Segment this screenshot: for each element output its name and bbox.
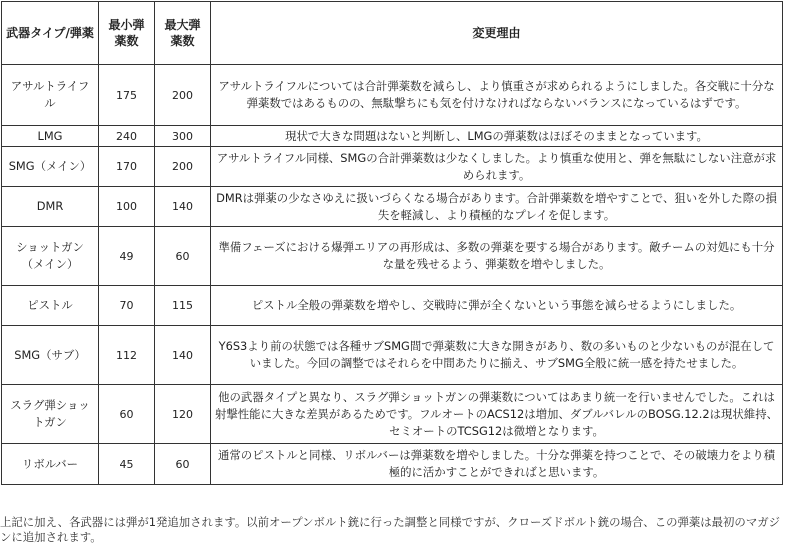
header-weapon-type: 武器タイプ/弾薬 <box>2 2 99 65</box>
table-row <box>2 147 783 187</box>
reason-cell: DMRは弾薬の少なさゆえに扱いづらくなる場合があります。合計弾薬数を増やすことで、狙いを外した際の損失を軽減し、より積極的なプレイを促します。 <box>211 187 783 227</box>
max-ammo-cell: 120 <box>155 385 211 444</box>
table-header-row <box>2 2 783 65</box>
reason-cell: 通常のピストルと同様、リボルバーは弾薬数を増やしました。十分な弾薬を持つことで、その破壊力をより積極的に活かすことができればと思います。 <box>211 444 783 485</box>
weapon-type-cell: SMG（サブ） <box>2 326 99 385</box>
header-reason: 変更理由 <box>211 2 783 65</box>
min-ammo-cell: 175 <box>99 65 155 126</box>
reason-cell: アサルトライフルについては合計弾薬数を減らし、より慎重さが求められるようにしました。各交戦に十分な弾薬数ではあるものの、無駄撃ちにも気を付けなければならないバランスになっているはずです。 <box>211 65 783 126</box>
table-row <box>2 65 783 126</box>
weapon-type-cell: ピストル <box>2 286 99 326</box>
max-ammo-cell: 200 <box>155 147 211 187</box>
min-ammo-cell: 240 <box>99 126 155 147</box>
min-ammo-cell: 60 <box>99 385 155 444</box>
reason-cell: ピストル全般の弾薬数を増やし、交戦時に弾が全くないという事態を減らせるようにしました。 <box>211 286 783 326</box>
weapon-type-cell: LMG <box>2 126 99 147</box>
min-ammo-cell: 112 <box>99 326 155 385</box>
header-min-ammo: 最小弾薬数 <box>99 2 155 65</box>
max-ammo-cell: 115 <box>155 286 211 326</box>
min-ammo-cell: 45 <box>99 444 155 485</box>
table-row <box>2 187 783 227</box>
table-row <box>2 286 783 326</box>
table-row <box>2 326 783 385</box>
max-ammo-cell: 60 <box>155 444 211 485</box>
min-ammo-cell: 170 <box>99 147 155 187</box>
reason-cell: 他の武器タイプと異なり、スラグ弾ショットガンの弾薬数についてはあまり統一を行いませんでした。これは射撃性能に大きな差異があるためです。フルオートのACS12は増加、ダブルバレルのBOSG.12.2は現状維持、セミオートのTCSG12は微増となります。 <box>211 385 783 444</box>
weapon-type-cell: リボルバー <box>2 444 99 485</box>
min-ammo-cell: 49 <box>99 227 155 286</box>
reason-cell: アサルトライフル同様、SMGの合計弾薬数は少なくしました。より慎重な使用と、弾を無駄にしない注意が求められます。 <box>211 147 783 187</box>
reason-cell: 準備フェーズにおける爆弾エリアの再形成は、多数の弾薬を要する場合があります。敵チームの対処にも十分な量を残せるよう、弾薬数を増やしました。 <box>211 227 783 286</box>
weapon-type-cell: ショットガン（メイン） <box>2 227 99 286</box>
reason-cell: 現状で大きな問題はないと判断し、LMGの弾薬数はほぼそのままとなっています。 <box>211 126 783 147</box>
max-ammo-cell: 300 <box>155 126 211 147</box>
reason-cell: Y6S3より前の状態では各種サブSMG間で弾薬数に大きな開きがあり、数の多いものと少ないものが混在していました。今回の調整ではそれらを中間あたりに揃え、サブSMG全般に統一感を持たせました。 <box>211 326 783 385</box>
min-ammo-cell: 100 <box>99 187 155 227</box>
header-max-ammo: 最大弾薬数 <box>155 2 211 65</box>
table-row <box>2 227 783 286</box>
weapon-type-cell: アサルトライフル <box>2 65 99 126</box>
max-ammo-cell: 140 <box>155 326 211 385</box>
table-row <box>2 126 783 147</box>
table-row <box>2 385 783 444</box>
max-ammo-cell: 60 <box>155 227 211 286</box>
weapon-type-cell: SMG（メイン） <box>2 147 99 187</box>
max-ammo-cell: 140 <box>155 187 211 227</box>
table-row <box>2 444 783 485</box>
ammo-table <box>1 1 783 485</box>
footnote-text: 上記に加え、各武器には弾が1発追加されます。以前オープンボルト銃に行った調整と同様ですが、クローズドボルト銃の場合、この弾薬は最初のマガジンに追加されます。 <box>0 515 780 544</box>
min-ammo-cell: 70 <box>99 286 155 326</box>
weapon-type-cell: DMR <box>2 187 99 227</box>
weapon-type-cell: スラグ弾ショットガン <box>2 385 99 444</box>
max-ammo-cell: 200 <box>155 65 211 126</box>
